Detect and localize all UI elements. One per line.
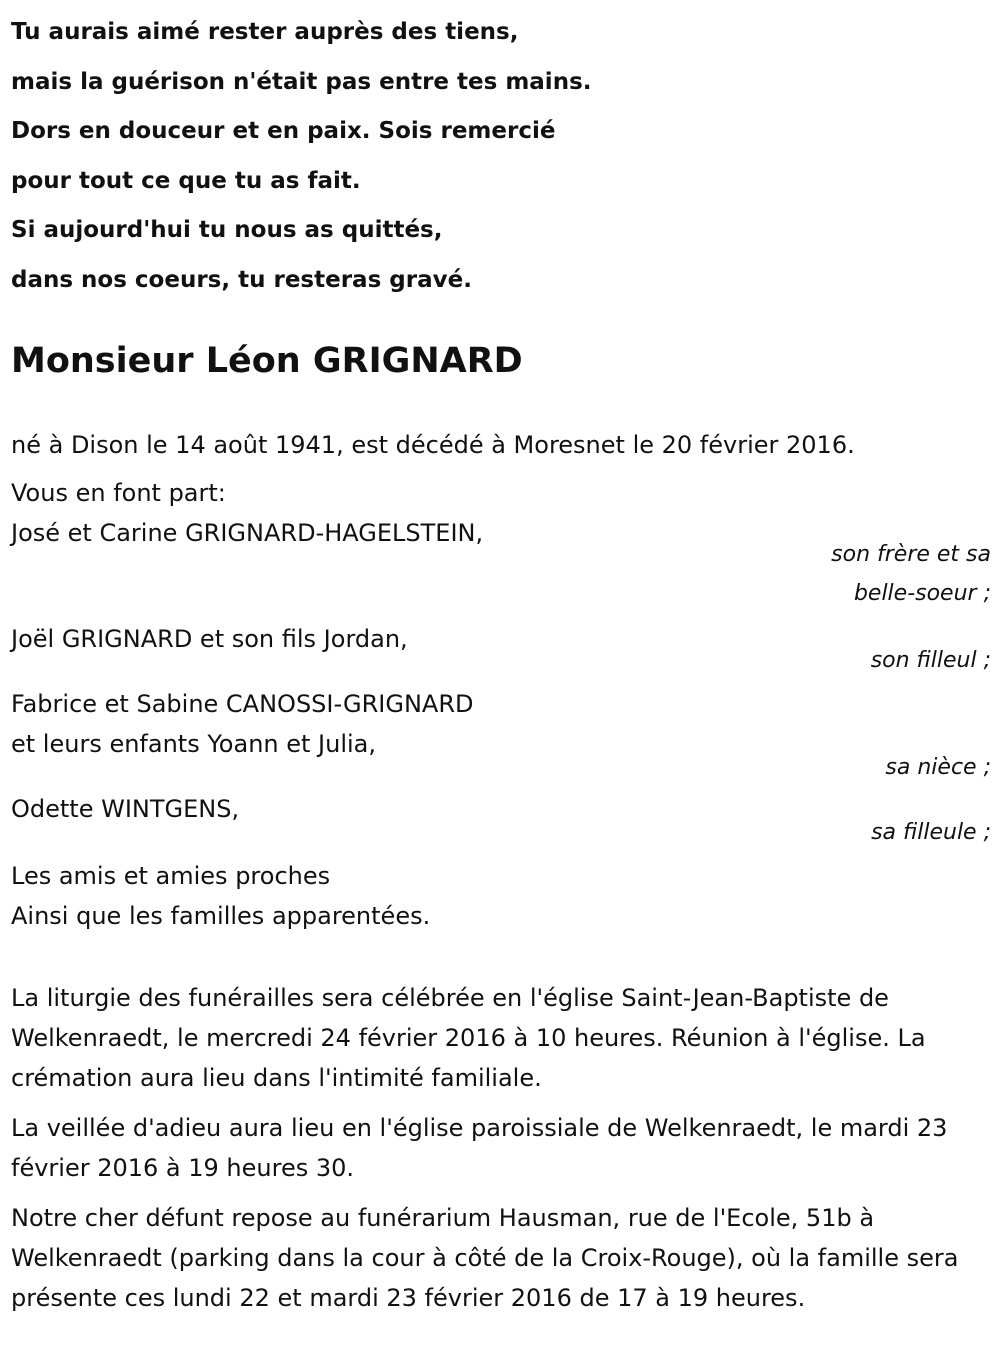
family-relation: sa filleule ;: [871, 820, 991, 845]
poem-line: Si aujourd'hui tu nous as quittés,: [11, 217, 443, 243]
poem-line: Tu aurais aimé rester auprès des tiens,: [11, 19, 519, 45]
family-names: Joël GRIGNARD et son fils Jordan,: [11, 625, 408, 653]
family-entry: [11, 684, 991, 787]
vigil-paragraph: La veillée d'adieu aura lieu en l'église paroissiale de Welkenraedt, le mardi 23 février 2016 à 19 heures 30.: [11, 1114, 948, 1182]
family-names: et leurs enfants Yoann et Julia,: [11, 730, 377, 758]
poem-line: dans nos coeurs, tu resteras gravé.: [11, 266, 472, 293]
family-names: Odette WINTGENS,: [11, 795, 240, 823]
poem-line: pour tout ce que tu as fait.: [11, 167, 361, 194]
family-relation: son frère et sa: [831, 542, 991, 567]
family-names: José et Carine GRIGNARD-HAGELSTEIN,: [11, 519, 484, 547]
funeral-liturgy-paragraph: La liturgie des funérailles sera célébrée en l'église Saint-Jean-Baptiste de Welkenraedt, le mercredi 24 février 2016 à 10 heures. Réunion à l'église. La crémation aura lieu dans l'intimité familiale.: [11, 984, 926, 1092]
family-relation: sa nièce ;: [885, 755, 991, 780]
family-names: Fabrice et Sabine CANOSSI-GRIGNARD: [11, 690, 474, 718]
poem-line: mais la guérison n'était pas entre tes mains.: [11, 68, 592, 95]
family-entry: [11, 619, 991, 680]
family-entry: [11, 513, 991, 613]
family-relation: belle-soeur ;: [853, 581, 991, 606]
friends-line: Les amis et amies proches: [11, 862, 331, 890]
friends-line: Ainsi que les familles apparentées.: [11, 902, 431, 930]
announcement-label: Vous en font part:: [11, 479, 226, 507]
poem: [11, 0, 991, 305]
deceased-name: Monsieur Léon GRIGNARD: [11, 341, 523, 381]
funerarium-paragraph: Notre cher défunt repose au funérarium Hausman, rue de l'Ecole, 51b à Welkenraedt (parking dans la cour à côté de la Croix-Rouge), où la famille sera présente ces lundi 22 et mardi 23 février 2016 de 17 à 19 heures.: [11, 1204, 959, 1312]
friends-block: [11, 856, 991, 936]
family-entry: [11, 789, 991, 852]
family-relation: son filleul ;: [870, 648, 991, 673]
deceased-details: né à Dison le 14 août 1941, est décédé à Moresnet le 20 février 2016.: [11, 431, 855, 459]
obituary-page: [11, 0, 991, 1318]
poem-line: Dors en douceur et en paix. Sois remercié: [11, 118, 556, 144]
